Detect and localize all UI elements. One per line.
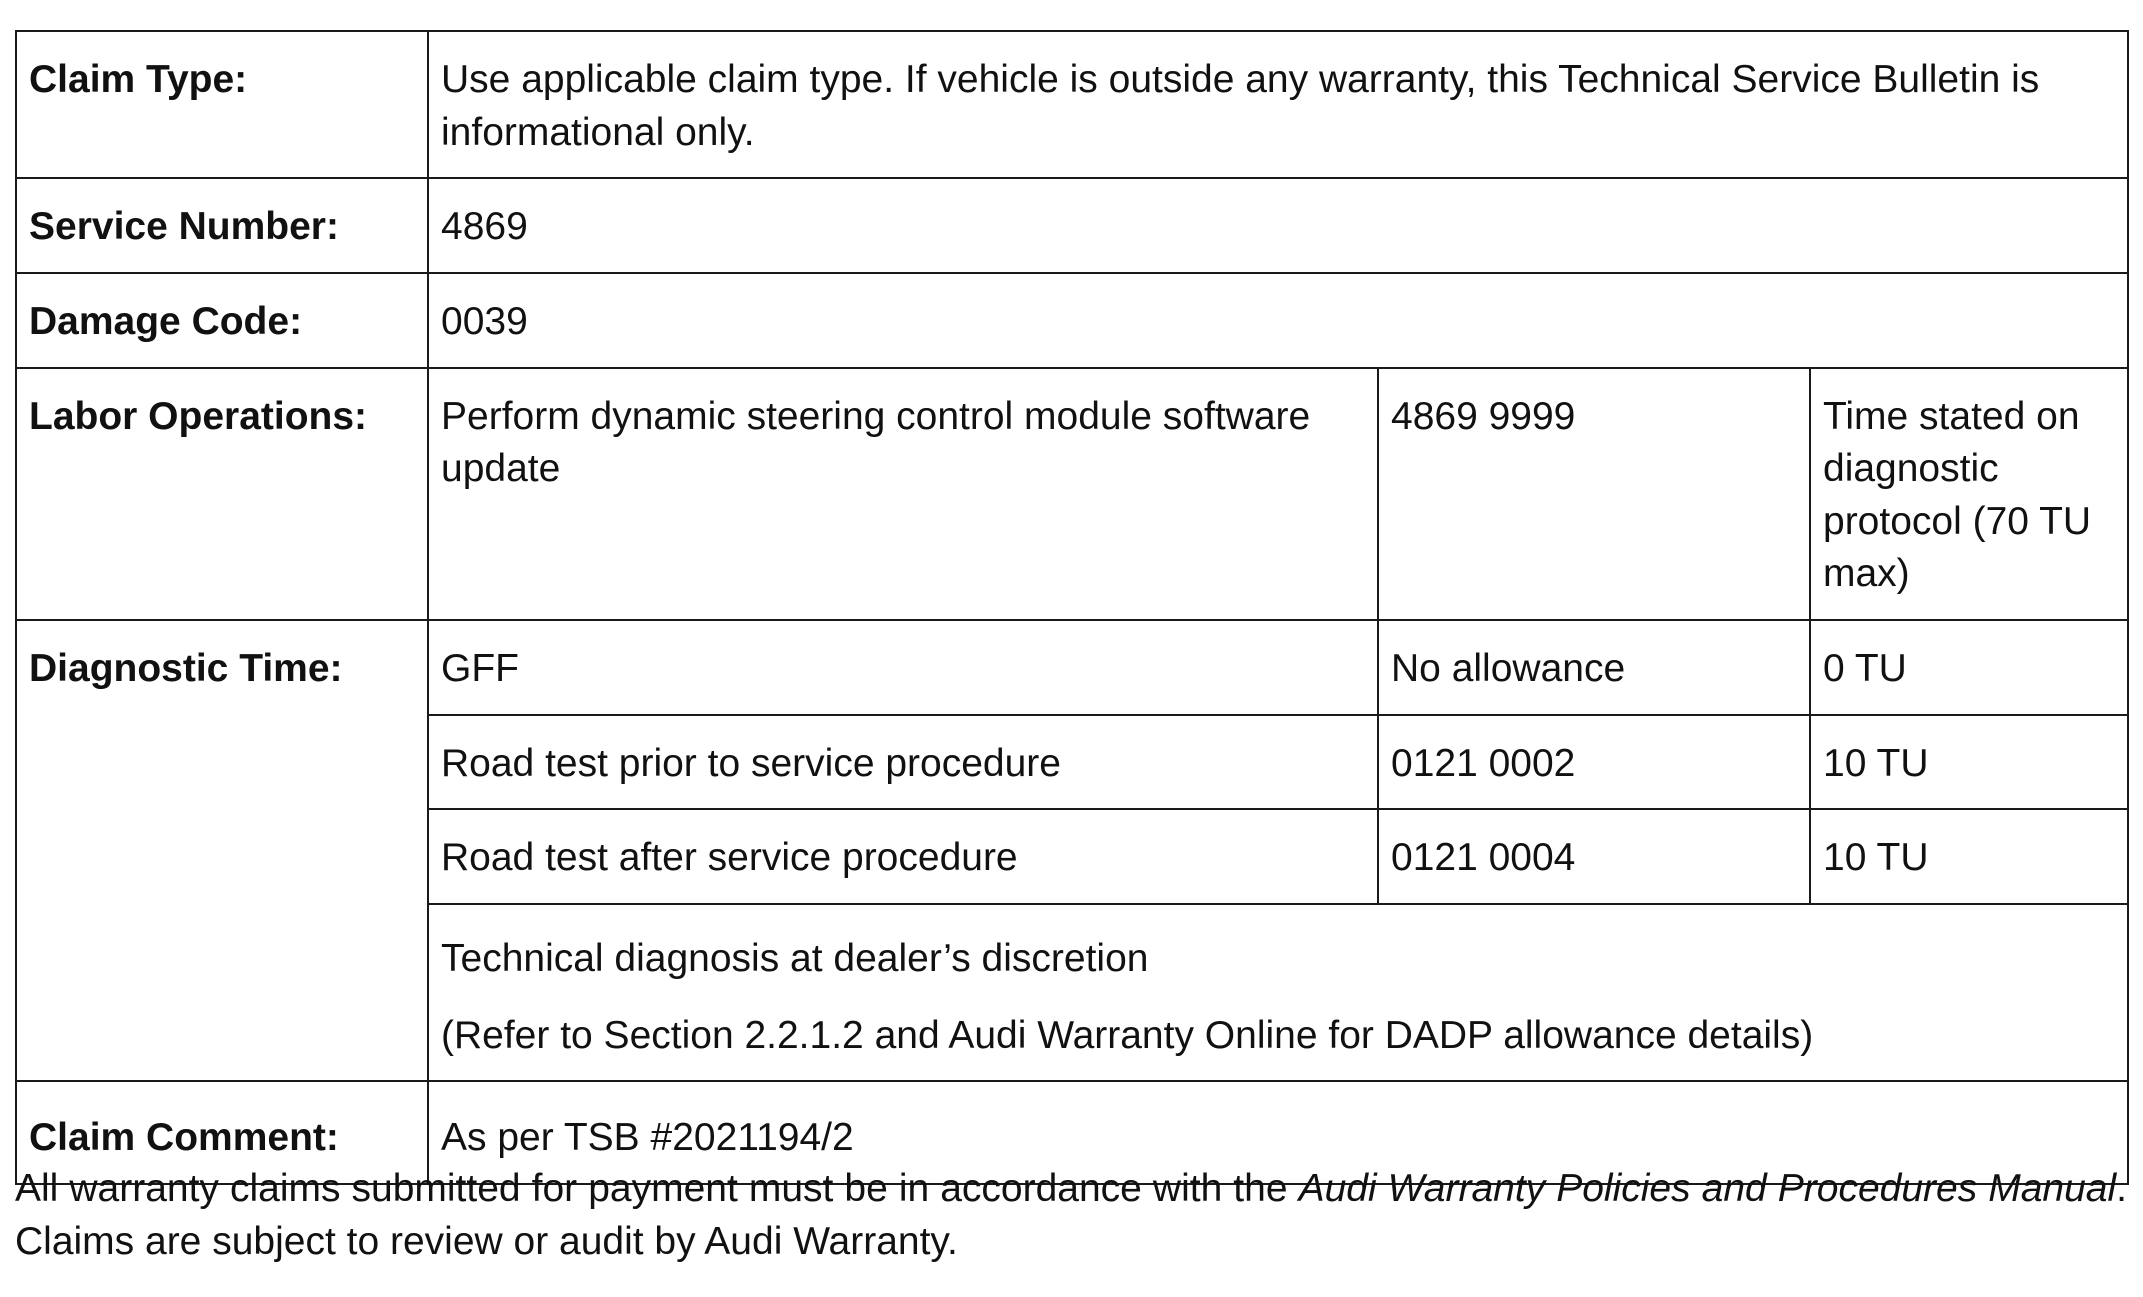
damage-code-value: 0039 [428, 273, 2128, 368]
diagnostic-note-line-1: Technical diagnosis at dealer’s discretion [441, 937, 1149, 981]
warranty-claim-table [15, 30, 2129, 1185]
diagnostic-note-line-2: (Refer to Section 2.2.1.2 and Audi Warranty Online for DADP allowance details) [441, 1013, 1814, 1057]
diagnostic-item-code: 0121 0004 [1378, 809, 1810, 904]
damage-code-row [16, 273, 2128, 368]
diagnostic-time-label: Diagnostic Time: [16, 620, 428, 1081]
diagnostic-note [428, 904, 2128, 1081]
labor-operation-code: 4869 9999 [1378, 368, 1810, 621]
claim-type-value: Use applicable claim type. If vehicle is outside any warranty, this Technical Service Bulletin is informational only. [428, 31, 2128, 178]
diagnostic-item-description: Road test after service procedure [428, 809, 1378, 904]
diagnostic-item-time: 10 TU [1810, 715, 2128, 810]
footer-text-before: All warranty claims submitted for payment must be in accordance with the [15, 1167, 1299, 1210]
service-number-value: 4869 [428, 178, 2128, 273]
damage-code-label: Damage Code: [16, 273, 428, 368]
claim-comment-value: As per TSB #2021194/2 [428, 1081, 2128, 1184]
diagnostic-item-code: No allowance [1378, 620, 1810, 715]
footer-text-after: . Claims are subject to review or audit by Audi Warranty. [15, 1167, 2127, 1263]
labor-operations-row [16, 368, 2128, 621]
labor-operations-label: Labor Operations: [16, 368, 428, 621]
service-number-label: Service Number: [16, 178, 428, 273]
diagnostic-item-time: 10 TU [1810, 809, 2128, 904]
claim-type-row [16, 31, 2128, 178]
diagnostic-item-time: 0 TU [1810, 620, 2128, 715]
diagnostic-item-description: GFF [428, 620, 1378, 715]
footer-manual-title: Audi Warranty Policies and Procedures Manual [1298, 1167, 2117, 1210]
warranty-footer-note [15, 1162, 2127, 1268]
service-number-row [16, 178, 2128, 273]
labor-operation-time: Time stated on diagnostic protocol (70 TU max) [1810, 368, 2128, 621]
labor-operation-description: Perform dynamic steering control module software update [428, 368, 1378, 621]
diagnostic-item-description: Road test prior to service procedure [428, 715, 1378, 810]
claim-type-label: Claim Type: [16, 31, 428, 178]
claim-comment-label: Claim Comment: [16, 1081, 428, 1184]
diagnostic-time-row [16, 620, 2128, 715]
diagnostic-item-code: 0121 0002 [1378, 715, 1810, 810]
